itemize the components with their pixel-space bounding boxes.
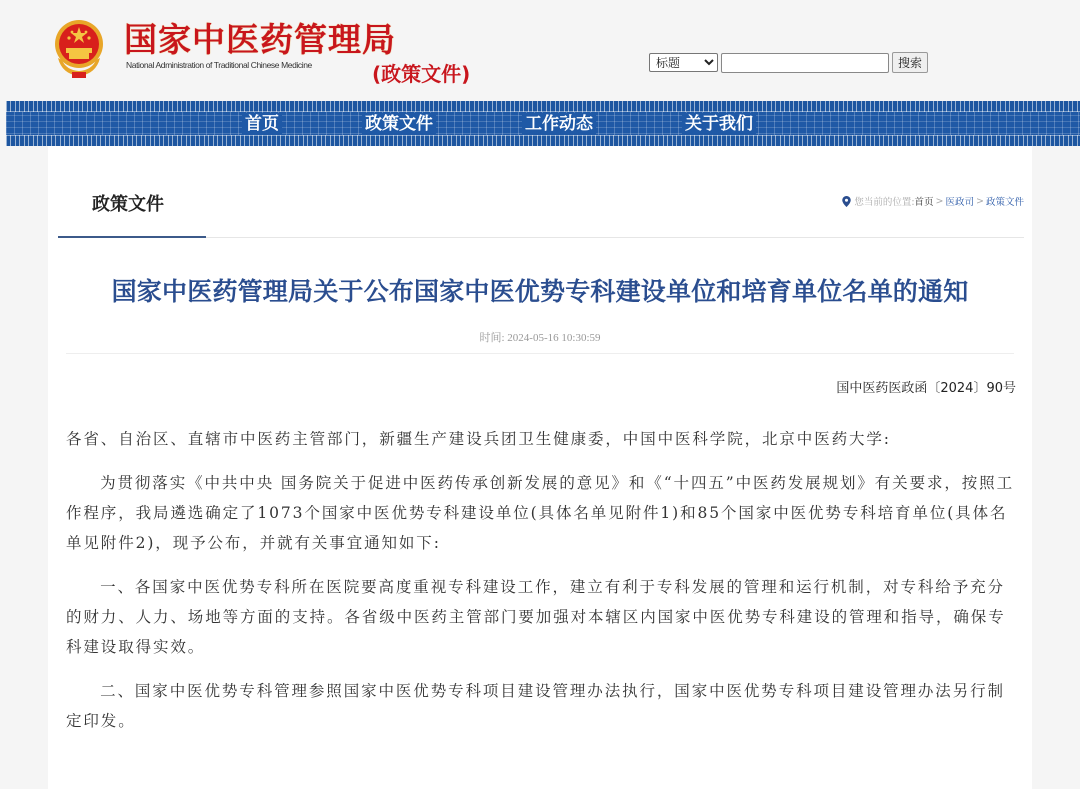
breadcrumb-separator: > xyxy=(976,195,984,207)
document-paragraph: 二、国家中医优势专科管理参照国家中医优势专科项目建设管理办法执行，国家中医优势专科项目建设管理办法另行制定印发。 xyxy=(66,682,1005,730)
nav-item-about-us[interactable]: 关于我们 xyxy=(682,113,756,135)
main-nav xyxy=(6,101,1080,146)
location-pin-icon xyxy=(842,196,851,207)
breadcrumb-home[interactable]: 首页 xyxy=(914,197,934,208)
search-button[interactable]: 搜索 xyxy=(892,52,928,73)
section-title: 政策文件 xyxy=(92,194,164,215)
document-paragraph: 为贯彻落实《中共中央 国务院关于促进中医药传承创新发展的意见》和《“十四五”中医药发展规划》有关要求，按照工作程序，我局遴选确定了1073个国家中医优势专科建设单位(具体名单见附件1)和85个国家中医优势专科培育单位(具体名单见附件2)，现予公布，并就有关事宜通知如下: xyxy=(66,474,1014,552)
breadcrumb-separator: > xyxy=(935,195,944,207)
breadcrumb-medical-dept[interactable]: 医政司 xyxy=(945,197,975,208)
section-active-underline xyxy=(58,236,206,238)
nav-item-work-news[interactable]: 工作动态 xyxy=(522,113,596,135)
search-bar xyxy=(649,52,928,73)
search-field-select[interactable] xyxy=(649,53,718,72)
breadcrumb-prefix: 您当前的位置: xyxy=(854,197,915,208)
nav-item-policy-documents[interactable]: 政策文件 xyxy=(362,113,436,135)
nav-item-home[interactable]: 首页 xyxy=(242,113,282,135)
document-number: 国中医药医政函〔2024〕90号 xyxy=(836,381,1016,396)
breadcrumb-policy-documents[interactable]: 政策文件 xyxy=(985,197,1024,208)
national-emblem-icon[interactable] xyxy=(52,18,106,80)
logo-title[interactable]: 国家中医药管理局 xyxy=(124,20,396,59)
content-panel xyxy=(48,146,1032,789)
breadcrumb xyxy=(842,194,1024,208)
site-header xyxy=(0,0,1080,100)
document-paragraph: 一、各国家中医优势专科所在医院要高度重视专科建设工作，建立有利于专科发展的管理和运行机制，对专科给予充分的财力、人力、场地等方面的支持。各省级中医药主管部门要加强对本辖区内国家中医优势专科建设的管理和指导，确保专科建设取得实效。 xyxy=(66,578,1006,656)
document-timestamp: 时间: 2024-05-16 10:30:59 xyxy=(479,332,601,344)
document-body xyxy=(66,424,1016,750)
document-title: 国家中医药管理局关于公布国家中医优势专科建设单位和培育单位名单的通知 xyxy=(111,277,969,306)
search-input[interactable] xyxy=(721,53,889,73)
site-section-label: (政策文件) xyxy=(372,62,471,86)
document-divider xyxy=(66,353,1014,354)
document-salutation: 各省、自治区、直辖市中医药主管部门，新疆生产建设兵团卫生健康委，中国中医科学院，北京中医药大学: xyxy=(66,430,891,448)
logo-subtitle-en: National Administration of Traditional Chinese Medicine xyxy=(126,60,312,70)
